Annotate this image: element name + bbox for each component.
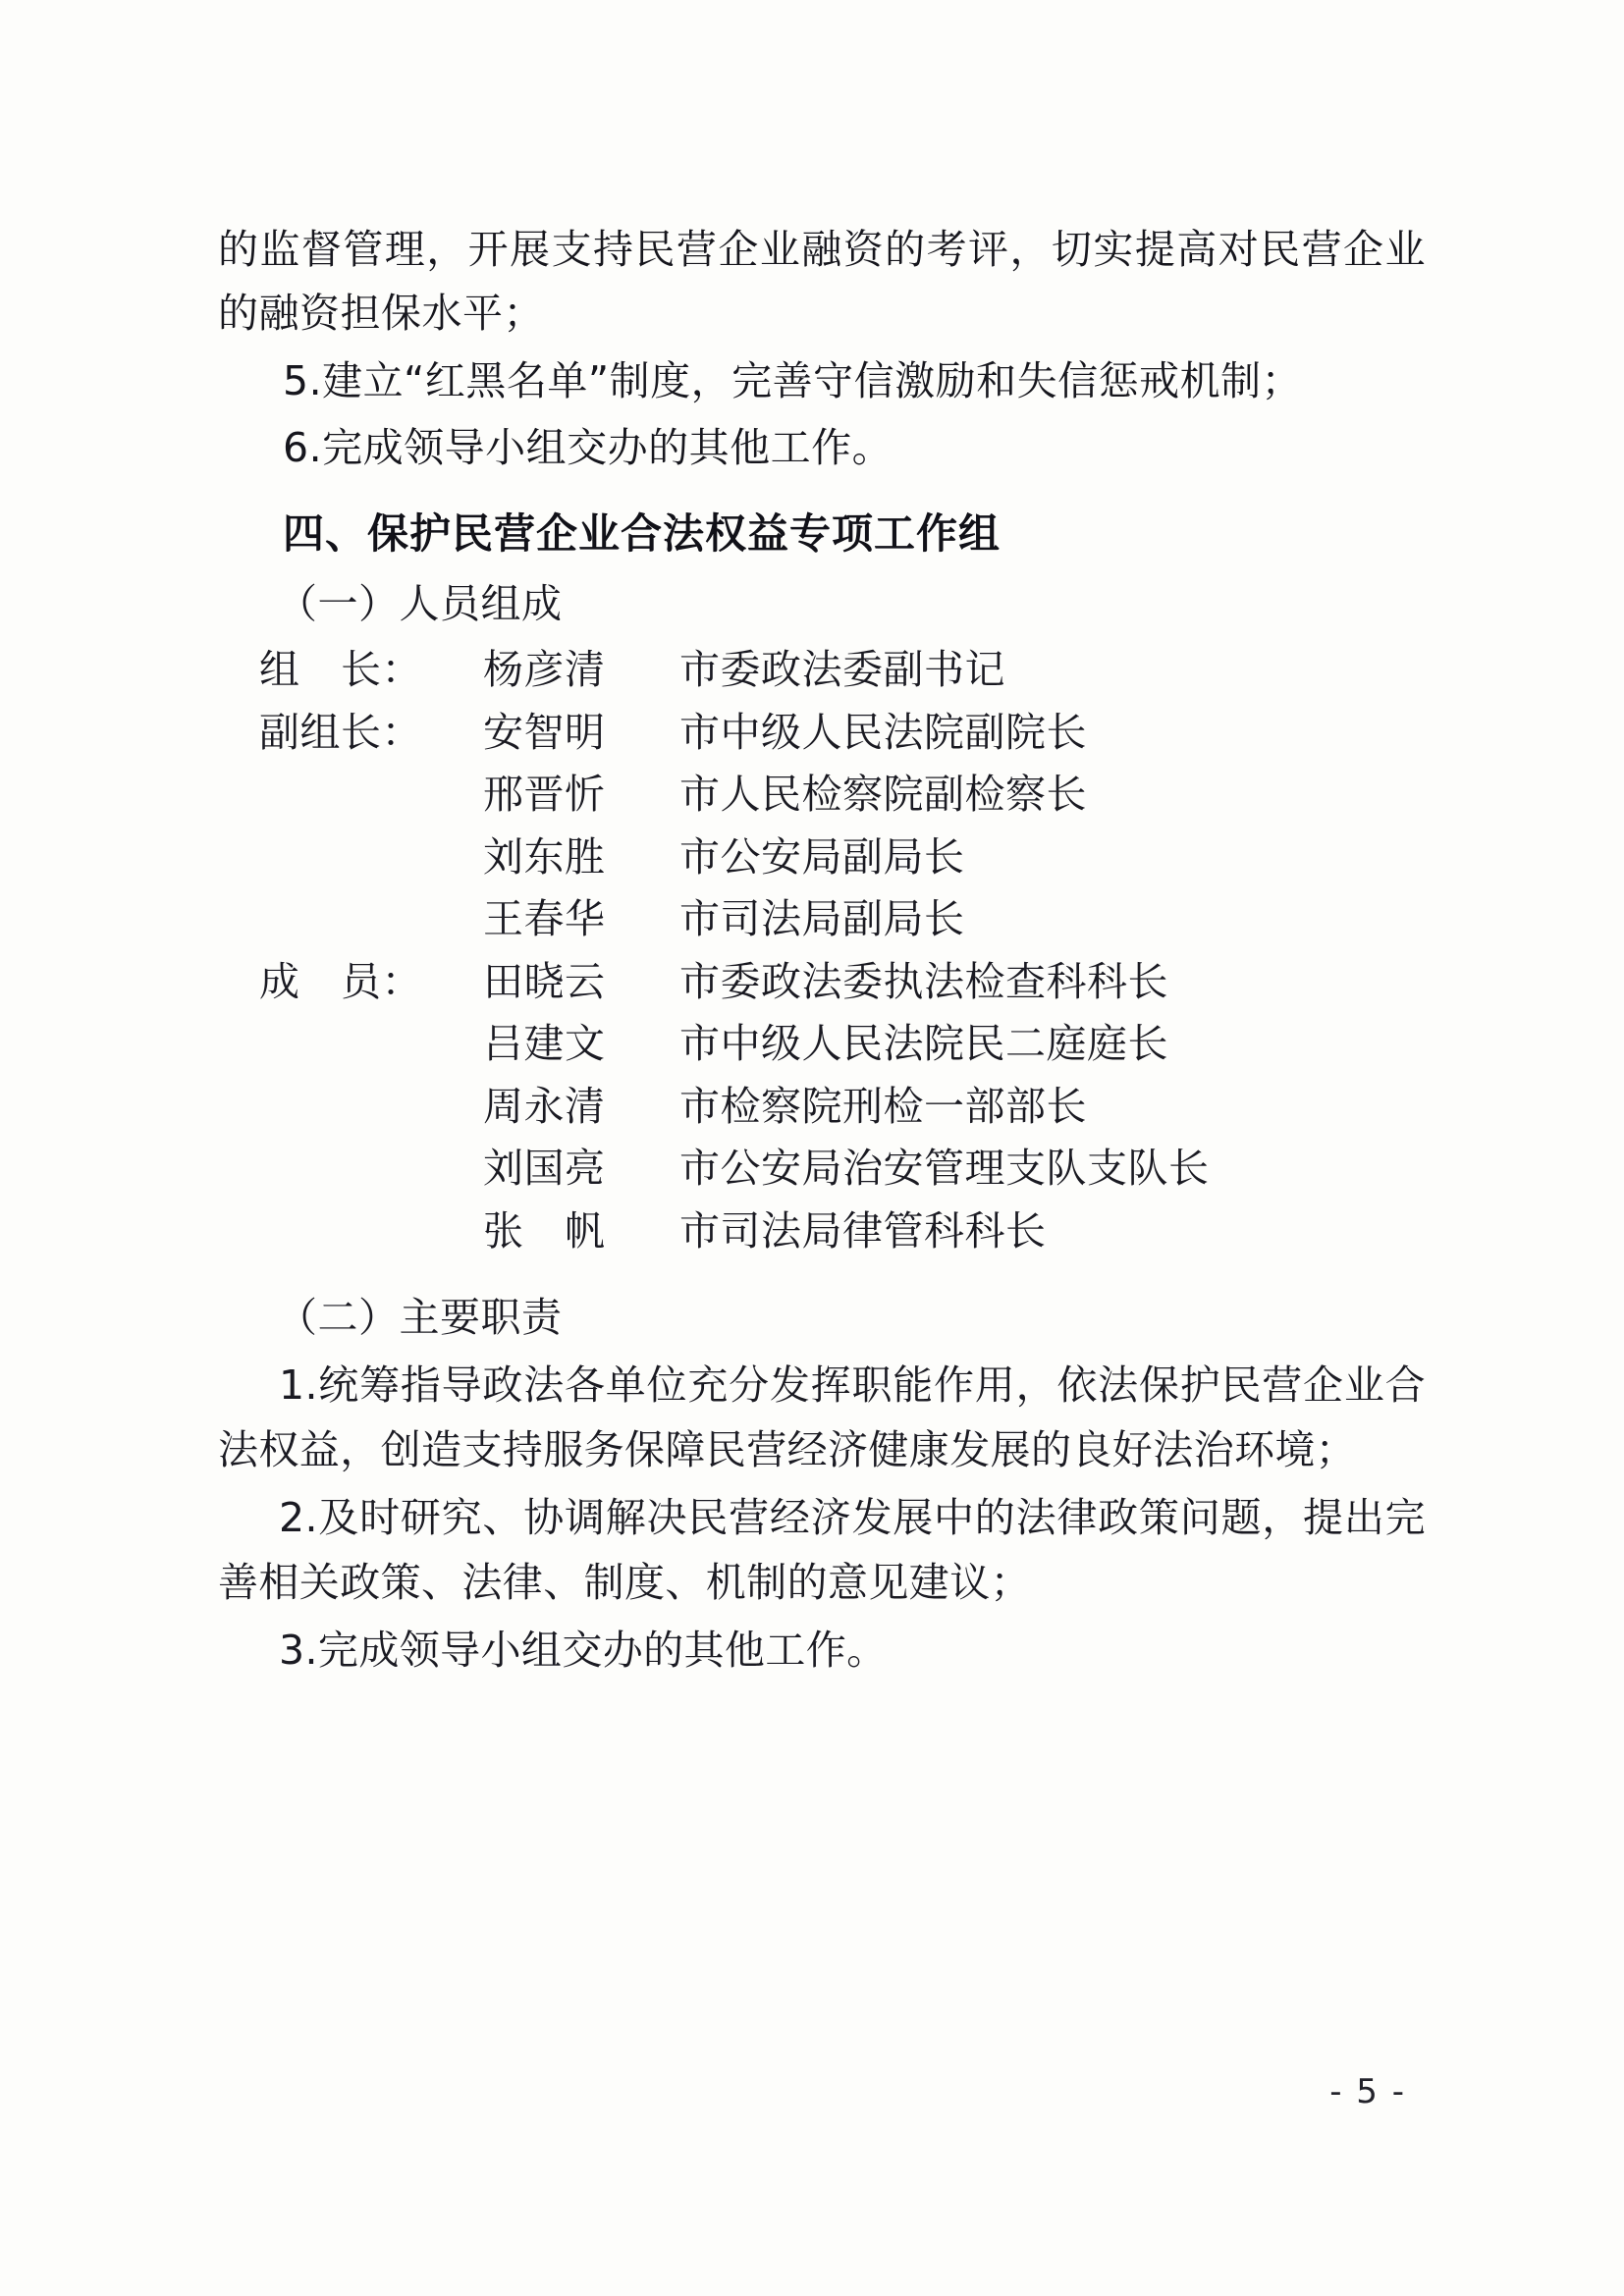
roster-title: 市中级人民法院民二庭庭长 — [679, 1020, 1168, 1068]
roster-row — [218, 1076, 1426, 1139]
duty-item-1: 1.统筹指导政法各单位充分发挥职能作用，依法保护民营企业合法权益，创造支持服务保障民营经济健康发展的良好法治环境； — [218, 1362, 1426, 1474]
roster-role — [259, 1013, 483, 1076]
roster-title: 市公安局副局长 — [679, 832, 965, 881]
roster-person: 刘东胜 — [483, 832, 606, 881]
roster-role — [259, 1201, 483, 1263]
roster-row — [218, 764, 1426, 827]
roster-person: 田晓云 — [483, 957, 606, 1005]
document-body — [218, 218, 1426, 1684]
page-number: - 5 - — [1329, 2072, 1406, 2111]
roster-row — [218, 1201, 1426, 1263]
roster-role: 副组长： — [259, 708, 422, 756]
roster-person: 刘国亮 — [483, 1145, 606, 1193]
roster-person: 安智明 — [483, 708, 606, 756]
roster-role: 组 长： — [259, 646, 422, 694]
roster-role — [259, 764, 483, 827]
roster-title: 市公安局治安管理支队支队长 — [679, 1145, 1210, 1193]
roster-person: 吕建文 — [483, 1020, 606, 1068]
duty-item-2: 2.及时研究、协调解决民营经济发展中的法律政策问题，提出完善相关政策、法律、制度、机制的意见建议； — [218, 1493, 1426, 1607]
roster-role — [259, 827, 483, 889]
section-heading: 四、保护民营企业合法权益专项工作组 — [283, 509, 1001, 559]
roster-person: 周永清 — [483, 1082, 606, 1130]
roster-row — [218, 888, 1426, 951]
roster-row — [218, 702, 1426, 765]
roster-title: 市检察院刑检一部部长 — [679, 1082, 1087, 1130]
list-item-6: 6.完成领导小组交办的其他工作。 — [283, 424, 893, 472]
list-item-5: 5.建立“红黑名单”制度，完善守信激励和失信惩戒机制； — [283, 356, 1303, 404]
roster-person: 杨彦清 — [483, 646, 606, 694]
duty-item-3: 3.完成领导小组交办的其他工作。 — [279, 1626, 888, 1674]
roster-row — [218, 1138, 1426, 1201]
roster-row — [218, 951, 1426, 1014]
roster-row — [218, 1013, 1426, 1076]
roster-row — [218, 639, 1426, 702]
roster-role — [259, 888, 483, 951]
subsection-duties-heading: （二）主要职责 — [277, 1294, 563, 1342]
roster-role — [259, 1076, 483, 1139]
roster-person: 王春华 — [483, 895, 606, 943]
roster-title: 市中级人民法院副院长 — [679, 708, 1087, 756]
roster-title: 市委政法委副书记 — [679, 646, 1005, 694]
roster-person: 张 帆 — [483, 1206, 606, 1255]
roster-title: 市司法局律管科科长 — [679, 1206, 1047, 1255]
top-paragraph: 的监督管理，开展支持民营企业融资的考评，切实提高对民营企业的融资担保水平； — [218, 226, 1426, 337]
roster-title: 市委政法委执法检查科科长 — [679, 957, 1168, 1005]
roster-role — [259, 1138, 483, 1201]
roster-role: 成 员： — [259, 957, 422, 1005]
roster-person: 邢晋忻 — [483, 771, 606, 819]
personnel-roster — [218, 639, 1426, 1262]
roster-title: 市人民检察院副检察长 — [679, 771, 1087, 819]
roster-title: 市司法局副局长 — [679, 895, 965, 943]
subsection-personnel-heading: （一）人员组成 — [277, 580, 563, 628]
roster-row — [218, 827, 1426, 889]
